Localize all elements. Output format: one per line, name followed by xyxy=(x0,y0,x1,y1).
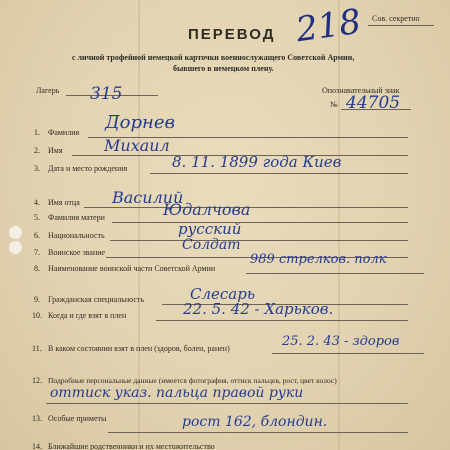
field-number: 13. xyxy=(32,414,42,423)
field-value-nationality: русский xyxy=(178,220,242,238)
camp-label: Лагерь xyxy=(36,86,60,95)
document-subtitle: с личной трофейной немецкой карточки военнослужащего Советской Армии, xyxy=(72,53,355,62)
field-number: 12. xyxy=(32,376,42,385)
secrecy-stamp: Сов. секретно xyxy=(372,14,420,23)
divider xyxy=(156,320,408,321)
field-label-mother: Фамилия матери xyxy=(48,213,105,222)
field-value-captured: 22. 5. 42 - Харьков. xyxy=(183,300,334,318)
divider xyxy=(110,240,408,241)
field-label-surname: Фамилия xyxy=(48,128,80,137)
camp-value: 315 xyxy=(90,84,123,104)
paper-crease xyxy=(338,0,340,450)
field-label-condition: В каком состоянии взят в плен (здоров, болен, ранен) xyxy=(48,344,230,353)
field-value-condition: 25. 2. 43 - здоров xyxy=(282,334,400,349)
field-number: 4. xyxy=(34,198,40,207)
divider xyxy=(368,25,434,26)
field-number: 7. xyxy=(34,248,40,257)
field-label-civil-profession: Гражданская специальность xyxy=(48,295,145,304)
field-label-relatives: Ближайшие родственники и их местожительство xyxy=(48,442,215,450)
field-number: 11. xyxy=(32,344,42,353)
divider xyxy=(272,353,424,354)
divider xyxy=(150,173,408,174)
field-number: 14. xyxy=(32,442,42,450)
field-value-father: Василий xyxy=(112,188,184,207)
field-number: 2. xyxy=(34,146,40,155)
divider xyxy=(246,273,424,274)
divider xyxy=(112,222,408,223)
divider xyxy=(108,432,408,433)
divider xyxy=(46,403,408,404)
field-value-special-marks: рост 162, блондин. xyxy=(182,414,328,430)
tag-label: Опознавательный знак xyxy=(322,86,400,95)
document-title: ПЕРЕВОД xyxy=(188,26,276,43)
tag-value: 44705 xyxy=(346,93,401,113)
field-number: 10. xyxy=(32,311,42,320)
field-value-birth: 8. 11. 1899 года Киев xyxy=(172,153,342,171)
document-subtitle: бывшего в немецком плену. xyxy=(173,64,274,73)
field-value-name: Михаил xyxy=(104,136,170,155)
field-value-civil-profession: Слесарь xyxy=(190,285,256,303)
field-number: 5. xyxy=(34,213,40,222)
document-number: 218 xyxy=(293,1,364,51)
field-label-captured: Когда и где взят в плен xyxy=(48,311,127,320)
punch-hole xyxy=(9,226,22,239)
field-label-father: Имя отца xyxy=(48,198,80,207)
field-label-rank: Воинское звание xyxy=(48,248,106,257)
field-label-military-unit: Наименование воинской части Советской Армии xyxy=(48,264,216,273)
tag-number-label: № xyxy=(330,100,338,109)
field-label-personal-data: Подробные персональные данные (имеется фотография, оттиск пальцев, рост, цвет волос) xyxy=(48,376,337,385)
field-number: 1. xyxy=(34,128,40,137)
field-number: 8. xyxy=(34,264,40,273)
field-value-personal-data: оттиск указ. пальца правой руки xyxy=(50,385,304,401)
field-number: 3. xyxy=(34,164,40,173)
field-value-mother: Юдалчова xyxy=(163,200,251,219)
field-number: 9. xyxy=(34,295,40,304)
field-number: 6. xyxy=(34,231,40,240)
field-value-rank: Солдат xyxy=(182,237,241,253)
punch-hole xyxy=(9,241,22,254)
field-label-name: Имя xyxy=(48,146,63,155)
field-label-birth: Дата и место рождения xyxy=(48,164,128,173)
field-label-nationality: Национальность xyxy=(48,231,105,240)
field-value-military-unit: 989 стрелков. полк xyxy=(250,252,387,267)
field-label-special-marks: Особые приметы xyxy=(48,414,107,423)
field-value-surname: Дорнев xyxy=(105,112,175,133)
